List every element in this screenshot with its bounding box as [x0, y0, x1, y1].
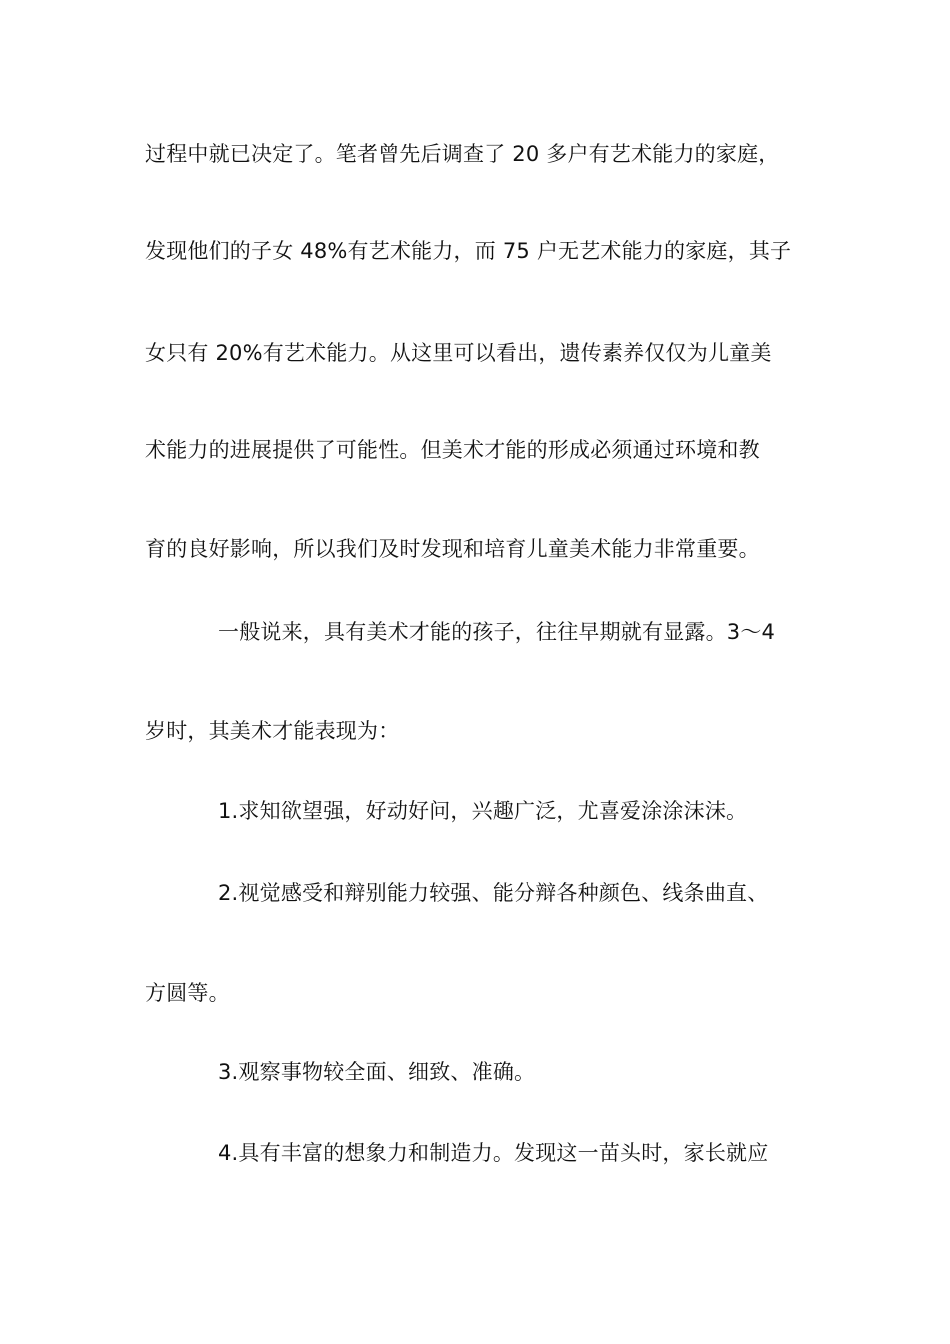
list-item: 1.求知欲望强，好动好问，兴趣广泛，尤喜爱涂涂沫沫。 — [218, 799, 748, 823]
paragraph-line: 岁时，其美术才能表现为： — [145, 719, 400, 743]
list-item: 2.视觉感受和辩别能力较强、能分辩各种颜色、线条曲直、 — [218, 881, 769, 905]
paragraph-line: 过程中就已决定了。笔者曾先后调查了 20 多户有艺术能力的家庭， — [145, 142, 780, 166]
paragraph-line: 发现他们的子女 48%有艺术能力，而 75 户无艺术能力的家庭，其子 — [145, 239, 792, 263]
list-item: 3.观察事物较全面、细致、准确。 — [218, 1060, 536, 1084]
paragraph-line: 女只有 20%有艺术能力。从这里可以看出，遗传素养仅仅为儿童美 — [145, 341, 772, 365]
paragraph-line: 一般说来，具有美术才能的孩子，往往早期就有显露。3～4 — [218, 620, 776, 644]
list-item: 4.具有丰富的想象力和制造力。发现这一苗头时，家长就应 — [218, 1141, 769, 1165]
list-item-continuation: 方圆等。 — [145, 981, 230, 1005]
paragraph-line: 育的良好影响，所以我们及时发现和培育儿童美术能力非常重要。 — [145, 537, 760, 561]
paragraph-line: 术能力的进展提供了可能性。但美术才能的形成必须通过环境和教 — [145, 438, 760, 462]
